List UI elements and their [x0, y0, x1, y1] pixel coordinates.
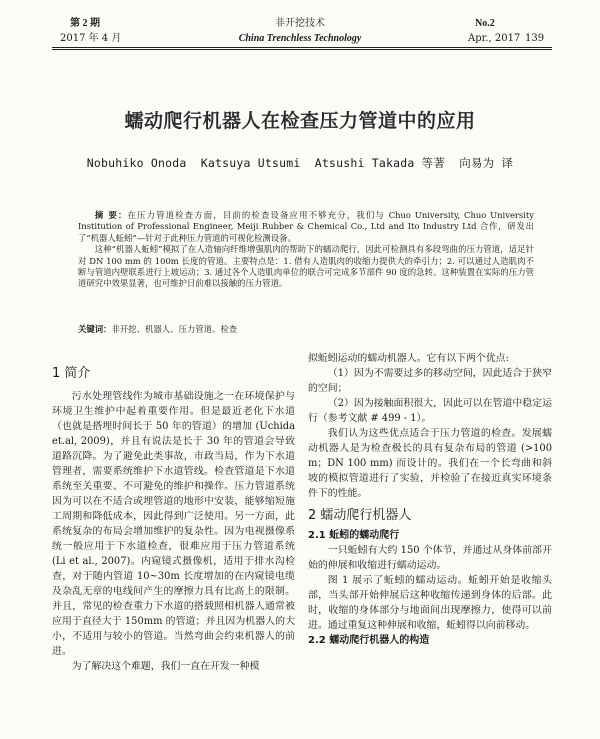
section-2-2-heading: 2.2 蠕动爬行机器人的构造: [308, 635, 430, 646]
issue-number: 第 2 期: [70, 18, 100, 29]
keywords-text: 非开挖、机器人、压力管道、检查: [111, 324, 238, 334]
right-paragraph-2: 一只蚯蚓有大约 150 个体节，并通过从身体前部开始的伸展和收缩进行蠕动运动。: [308, 545, 552, 571]
issue-no-en: No.2: [475, 18, 495, 29]
right-paragraph-0: 拟蚯蚓运动的蠕动机器人。它有以下两个优点:: [308, 353, 509, 364]
right-paragraph-3: 图 1 展示了蚯蚓的蠕动运动。蚯蚓开始是收缩头部，当头部开始伸展后这种收缩传递到身体的后部。此时，收缩的身体部分与地面间出现摩擦力，使得可以前进。通过重复这种伸展和收缩，蚯蚓得以向前移动。: [308, 575, 552, 631]
abstract-paragraph-2: 这种“机器人蚯蚓”模拟了在人造轴向纤维增强肌肉的帮助下的蠕动爬行，因此可检测具有多段弯曲的压力管道，适足针对 DN 100 mm 的 100m 长度的管道。主要特点是：1. 借有人造肌肉的收缩力提供大的牵引力；2. 可以通过人造肌肉不断与管道内壁联系进行上坡运动；3. 通过各个人造肌肉单位的联合可完成多节部件 90 度的急转。这种装置在实际的压力管道研究中效果显著，也可维护日前难以接触的压力管道。: [78, 244, 534, 289]
left-paragraph-1: 污水处理管线作为城市基础设施之一在环境保护与环境卫生维护中起着重要作用。但是最近老化下水道（也就是搭埋时间长于 50 年的管道）的增加 (Uchida et.al, 2009)，并且有说法是长于 30 年的管道会导致道路沉降。为了避免此类事故，市政当局，作为下水道管理者，需要系统维护下水道管线。检查管道是下水道系统至关重要、不可避免的维护和操作。压力管道系统因为可以在不适合或埋管道的地形中安装，能够缩短施工周期和降低成本，因此得到广泛使用。另一方面，此系统复杂的布局会增加维护的复杂性。因为电视摄像系统一般应用于下水道检查，很难应用于压力管道系统 (Li et al., 2007)。内窥镜式摄像机，适用于排水沟检查，对于随内管道 10~30m 长度增加的在内窥镜电缆及杂乱无章的电线间产生的摩擦力具有比高上的限制。并且，常见的检查重力下水道的搭载照相机器人通常被应用于直径大于 150mm 的管道；并且因为机器人的大小，不适用与较小的管道。当然弯曲会约束机器人的前进。: [52, 391, 295, 657]
month-en: Apr., 2017: [468, 33, 521, 44]
advantage-2: （2）因为接触面积很大，因此可以在管道中稳定运行（参考文献 # 499 - 1）。: [308, 398, 552, 424]
left-paragraph-2: 为了解决这个难题，我们一直在开发一种模: [71, 661, 260, 672]
right-paragraph-1: 我们认为这些优点适合于压力管道的检查。发展蠕动机器人是为检查极长的具有复杂布局的管道 (>100 m；DN 100 mm) 而设计的。我们在一个长弯曲和斜坡的模拟管道进行了实验，并检验了在接近真实环境条件下的性能。: [308, 428, 552, 499]
journal-name-en: China Trenchless Technology: [238, 33, 362, 44]
section-1-heading: 1 简介: [52, 366, 91, 381]
keywords: [78, 324, 534, 335]
keywords-label: 关键词：: [78, 324, 112, 334]
header-rule: [52, 47, 552, 48]
journal-name-cn: 非开挖技术: [275, 18, 325, 29]
header-rule-thin: [52, 49, 552, 50]
author-line: Nobuhiko Onoda Katsuya Utsumi Atsushi Takada 等著 向易为 译: [86, 156, 514, 170]
abstract: [78, 210, 534, 290]
page-number: 139: [525, 33, 545, 44]
advantage-1: （1）因为不需要过多的移动空间，因此适合于狭窄的空间；: [308, 368, 552, 394]
issue-date: 2017 年 4 月: [60, 33, 122, 44]
article-title: 蠕动爬行机器人在检查压力管道中的应用: [124, 110, 476, 132]
section-2-heading: 2 蠕动爬行机器人: [308, 508, 412, 523]
right-column: [308, 351, 552, 648]
abstract-paragraph-1: 在压力管道检查方面，目前的检查设备应用不够充分，我们与 Chuo University, Chuo University Institution of Professional Engineer, Meiji Rubber & Chemical Co., Ltd and Ito Industry Ltd 合作，研发出了“机器人蚯蚓”—针对于此种压力管道的可视化检测设备。: [78, 210, 534, 243]
section-2-1-heading: 2.1 蚯蚓的蠕动爬行: [308, 530, 400, 541]
abstract-label: 摘 要：: [94, 210, 128, 220]
left-column: [52, 366, 295, 674]
